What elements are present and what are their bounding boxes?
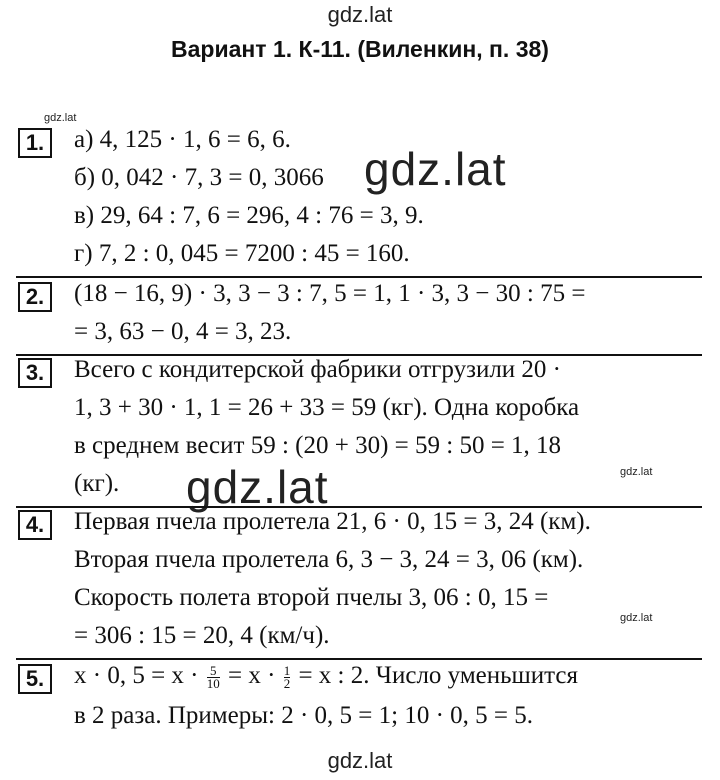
task-number-5: 5.	[18, 664, 52, 694]
task-5-text-a: x · 0, 5 = x ·	[74, 662, 199, 689]
task-3-line-3: в среднем весит 59 : (20 + 30) = 59 : 50 = 1, 18	[74, 432, 562, 459]
task-4-line-3: Скорость полета второй пчелы 3, 06 : 0, 15 =	[74, 584, 549, 611]
task-4-line-1: Первая пчела пролетела 21, 6 · 0, 15 = 3, 24 (км).	[74, 508, 591, 535]
task-4-line-4: = 306 : 15 = 20, 4 (км/ч).	[74, 622, 330, 649]
task-number-2: 2.	[18, 282, 52, 312]
watermark-small: gdz.lat	[44, 112, 77, 124]
task-5-text-b: = x ·	[228, 662, 276, 689]
task-5-line-2: в 2 раза. Примеры: 2 · 0, 5 = 1; 10 · 0, 5 = 5.	[74, 702, 534, 729]
watermark-large: gdz.lat	[186, 461, 329, 513]
watermark-large: gdz.lat	[364, 143, 507, 195]
page-title: Вариант 1. К-11. (Виленкин, п. 38)	[171, 36, 549, 62]
watermark-bottom: gdz.lat	[327, 748, 393, 773]
task-number-3: 3.	[18, 358, 52, 388]
task-1-line-a: а) 4, 125 · 1, 6 = 6, 6.	[74, 126, 291, 153]
divider	[16, 658, 702, 660]
task-3-line-2: 1, 3 + 30 · 1, 1 = 26 + 33 = 59 (кг). Одна коробка	[74, 394, 580, 421]
fraction-denominator: 10	[206, 675, 220, 691]
task-2-line-1: (18 − 16, 9) · 3, 3 − 3 : 7, 5 = 1, 1 · 3, 3 − 30 : 75 =	[74, 280, 586, 307]
task-5-text-c: = x : 2. Число уменьшится	[298, 662, 579, 689]
task-5-line-1	[74, 662, 578, 690]
task-1-line-b: б) 0, 042 · 7, 3 = 0, 3066	[74, 164, 324, 191]
watermark-small: gdz.lat	[620, 612, 653, 624]
task-1-line-c: в) 29, 64 : 7, 6 = 296, 4 : 76 = 3, 9.	[74, 202, 424, 229]
fraction-numerator: 1	[283, 662, 291, 678]
task-4-line-2: Вторая пчела пролетела 6, 3 − 3, 24 = 3, 06 (км).	[74, 546, 584, 573]
task-number-4: 4.	[18, 510, 52, 540]
divider	[16, 276, 702, 278]
watermark-top: gdz.lat	[327, 2, 393, 27]
task-1-line-d: г) 7, 2 : 0, 045 = 7200 : 45 = 160.	[74, 240, 410, 267]
watermark-small: gdz.lat	[620, 466, 653, 478]
fraction-numerator: 5	[210, 662, 217, 678]
fraction-five-tenths	[206, 662, 220, 691]
fraction-one-half	[283, 662, 291, 691]
task-3-line-1: Всего с кондитерской фабрики отгрузили 20 ·	[74, 356, 561, 383]
task-2-line-2: = 3, 63 − 0, 4 = 3, 23.	[74, 318, 292, 345]
task-3-line-4: (кг).	[74, 470, 120, 497]
task-number-1: 1.	[18, 128, 52, 158]
fraction-denominator: 2	[283, 675, 291, 691]
